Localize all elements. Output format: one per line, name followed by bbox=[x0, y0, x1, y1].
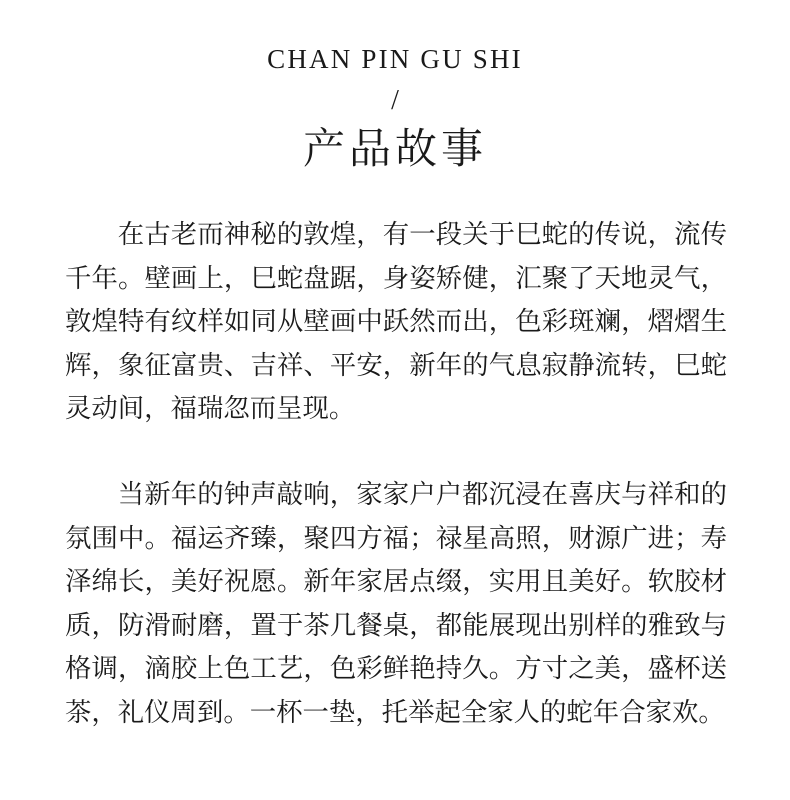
story-paragraph-1: 在古老而神秘的敦煌，有一段关于巳蛇的传说，流传千年。壁画上，巳蛇盘踞，身姿矫健，汇聚了天地灵气，敦煌特有纹样如同从壁画中跃然而出，色彩斑斓，熠熠生辉，象征富贵、吉祥、平安，新年的气息寂静流转，巳蛇灵动间，福瑞忽而呈现。 bbox=[65, 219, 727, 424]
story-paragraph-2: 当新年的钟声敲响，家家户户都沉浸在喜庆与祥和的氛围中。福运齐臻，聚四方福；禄星高照，财源广进；寿泽绵长，美好祝愿。新年家居点缀，实用且美好。软胶材质，防滑耐磨，置于茶几餐桌，都能展现出别样的雅致与格调，滴胶上色工艺，色彩鲜艳持久。方寸之美，盛杯送茶，礼仪周到。一杯一垫，托举起全家人的蛇年合家欢。 bbox=[65, 479, 727, 728]
page-title: 产品故事 bbox=[302, 124, 487, 173]
heading-divider: / bbox=[391, 85, 399, 116]
pinyin-heading: CHAN PIN GU SHI bbox=[267, 44, 523, 74]
